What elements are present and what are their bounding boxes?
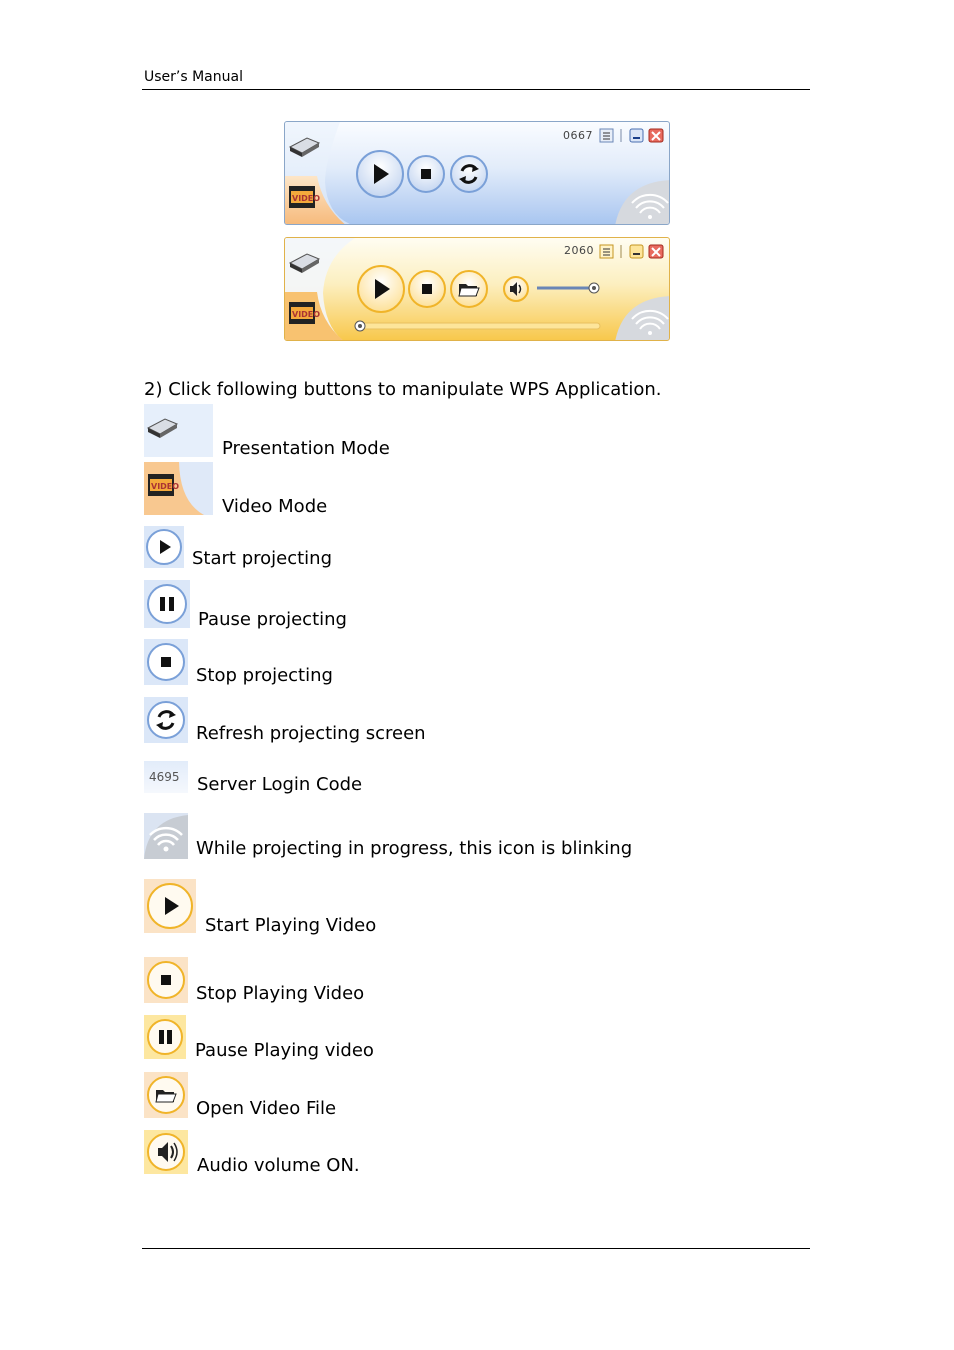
svg-text:VIDEO: VIDEO: [151, 482, 180, 491]
volume-button[interactable]: [504, 277, 528, 301]
refresh-icon: [144, 697, 188, 743]
login-code-sample: 4695: [149, 770, 180, 784]
svg-text:VIDEO: VIDEO: [292, 194, 321, 203]
volume-slider[interactable]: [537, 283, 599, 293]
video-stop-button[interactable]: [409, 271, 445, 307]
svg-text:VIDEO: VIDEO: [292, 310, 321, 319]
presentation-panel: [284, 121, 670, 225]
pause-icon: [144, 580, 190, 628]
legend-label: Video Mode: [222, 496, 328, 517]
legend-label: Open Video File: [196, 1098, 337, 1119]
minimize-icon[interactable]: [630, 129, 643, 142]
legend-label: Stop Playing Video: [196, 983, 365, 1004]
login-code: 2060: [564, 244, 594, 257]
video-mode-icon: [144, 462, 213, 515]
header-title: User’s Manual: [144, 69, 243, 85]
minimize-icon[interactable]: [630, 245, 643, 258]
legend-label: Server Login Code: [197, 774, 363, 795]
login-code-icon: [144, 761, 188, 793]
open-file-icon: [144, 1072, 188, 1118]
menu-icon[interactable]: [600, 129, 613, 142]
video-panel: [284, 237, 670, 341]
wifi-icon: [615, 296, 670, 341]
wifi-icon: [615, 180, 670, 225]
presentation-mode-icon: [144, 404, 213, 457]
legend-label: Presentation Mode: [222, 438, 390, 459]
legend-label: Pause Playing video: [195, 1040, 374, 1061]
stop-button[interactable]: [408, 156, 444, 192]
login-code: 0667: [563, 129, 593, 142]
legend-label: While projecting in progress, this icon is blinking: [196, 838, 633, 859]
volume-icon: [144, 1130, 188, 1174]
legend-label: Audio volume ON.: [197, 1155, 360, 1176]
stop-icon: [144, 639, 188, 685]
legend-label: Stop projecting: [196, 665, 333, 686]
video-play-icon: [144, 879, 196, 933]
menu-icon[interactable]: [600, 245, 613, 258]
header-rule: [142, 89, 810, 90]
refresh-button[interactable]: [451, 156, 487, 192]
video-progress-bar[interactable]: [355, 321, 600, 331]
legend-label: Start projecting: [192, 548, 333, 569]
video-pause-icon: [144, 1015, 186, 1059]
open-file-button[interactable]: [451, 271, 487, 307]
video-play-button[interactable]: [358, 266, 404, 312]
play-icon: [144, 526, 184, 568]
wifi-icon: [144, 813, 188, 859]
legend-label: Refresh projecting screen: [196, 723, 426, 744]
legend-label: Pause projecting: [198, 609, 347, 630]
instruction-text: 2) Click following buttons to manipulate WPS Application.: [144, 379, 662, 400]
play-button[interactable]: [357, 151, 403, 197]
footer-rule: [142, 1248, 810, 1249]
close-icon[interactable]: [649, 245, 663, 258]
video-stop-icon: [144, 957, 188, 1003]
close-icon[interactable]: [649, 129, 663, 142]
legend-label: Start Playing Video: [205, 915, 377, 936]
